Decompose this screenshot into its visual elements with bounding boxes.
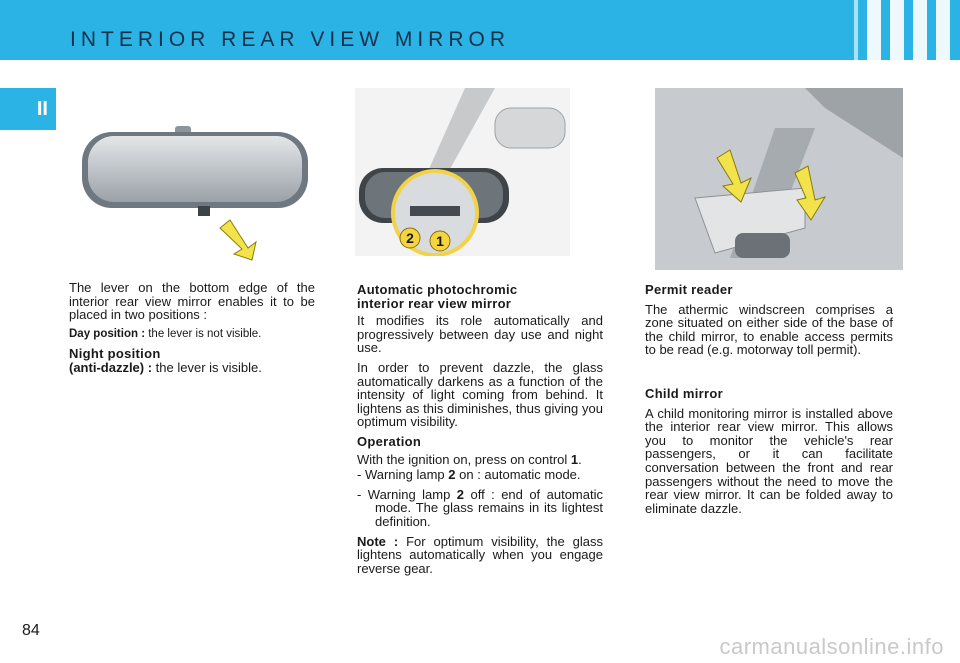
child-mirror-text: A child monitoring mirror is installed above the interior rear view mirror. This allows you to monitor the vehicle's rear passengers, or it can facilitate conversation between the front and rear passengers without the need to move the rear view mirror. It can be folded away to eliminate dazzle. xyxy=(645,405,893,516)
photochromic-heading-1: Automatic photochromic xyxy=(357,282,518,297)
photochromic-p1: It modifies its role automatically and progressively between day use and night use. xyxy=(357,313,603,356)
day-position-label: Day position : xyxy=(69,327,146,340)
mirror-lever-illustration xyxy=(70,118,330,263)
page-header xyxy=(0,0,960,60)
photochromic-heading-2: interior rear view mirror xyxy=(357,295,512,311)
night-position-heading-1: Night position xyxy=(69,346,161,362)
night-position-text xyxy=(69,361,315,375)
day-position-text xyxy=(69,328,315,342)
column-photochromic xyxy=(357,283,603,581)
callout-1-badge xyxy=(430,231,450,251)
column-permit-child xyxy=(645,283,893,521)
callout-1-label: 1 xyxy=(436,233,444,249)
column-mirror-positions xyxy=(69,281,315,381)
operation-heading: Operation xyxy=(357,433,422,449)
photochromic-mirror-illustration xyxy=(355,88,570,256)
section-tab: II xyxy=(0,88,56,130)
night-position-heading-2: (anti-dazzle) : xyxy=(69,359,153,375)
callout-2-label: 2 xyxy=(406,230,414,246)
note-label: Note : xyxy=(357,533,399,549)
page-title: INTERIOR REAR VIEW MIRROR xyxy=(70,28,511,51)
photochromic-p2: In order to prevent dazzle, the glass automatically darkens as a function of the intensity of light coming from behind. It lightens as this diminishes, thus giving you optimum visibility. xyxy=(357,359,603,430)
callout-2-badge xyxy=(400,228,420,248)
permit-reader-text: The athermic windscreen comprises a zone situated on either side of the base of the child mirror, to enable access permits to be read (e.g. motorway toll permit). xyxy=(645,301,893,358)
operation-text: With the ignition on, press on control 1. xyxy=(357,451,582,467)
warning-lamp-on-item: - Warning lamp 2 on : automatic mode. xyxy=(357,467,581,483)
warning-lamp-off-item: - Warning lamp 2 off : end of automatic mode. The glass remains in its lightest definition. xyxy=(357,486,603,529)
child-mirror-heading: Child mirror xyxy=(645,385,723,401)
watermark: carmanualsonline.info xyxy=(719,634,944,659)
page-number: 84 xyxy=(22,622,40,639)
intro-text: The lever on the bottom edge of the interior rear view mirror enables it to be placed in two positions : xyxy=(69,280,315,323)
note-desc: For optimum visibility, the glass lightens automatically when you engage reverse gear. xyxy=(357,533,603,576)
night-position-desc: the lever is visible. xyxy=(152,359,262,375)
day-position-desc: the lever is not visible. xyxy=(145,327,262,340)
header-stripes xyxy=(854,0,950,60)
note-text xyxy=(357,535,603,576)
permit-reader-heading: Permit reader xyxy=(645,282,733,297)
permit-reader-illustration xyxy=(655,88,903,270)
